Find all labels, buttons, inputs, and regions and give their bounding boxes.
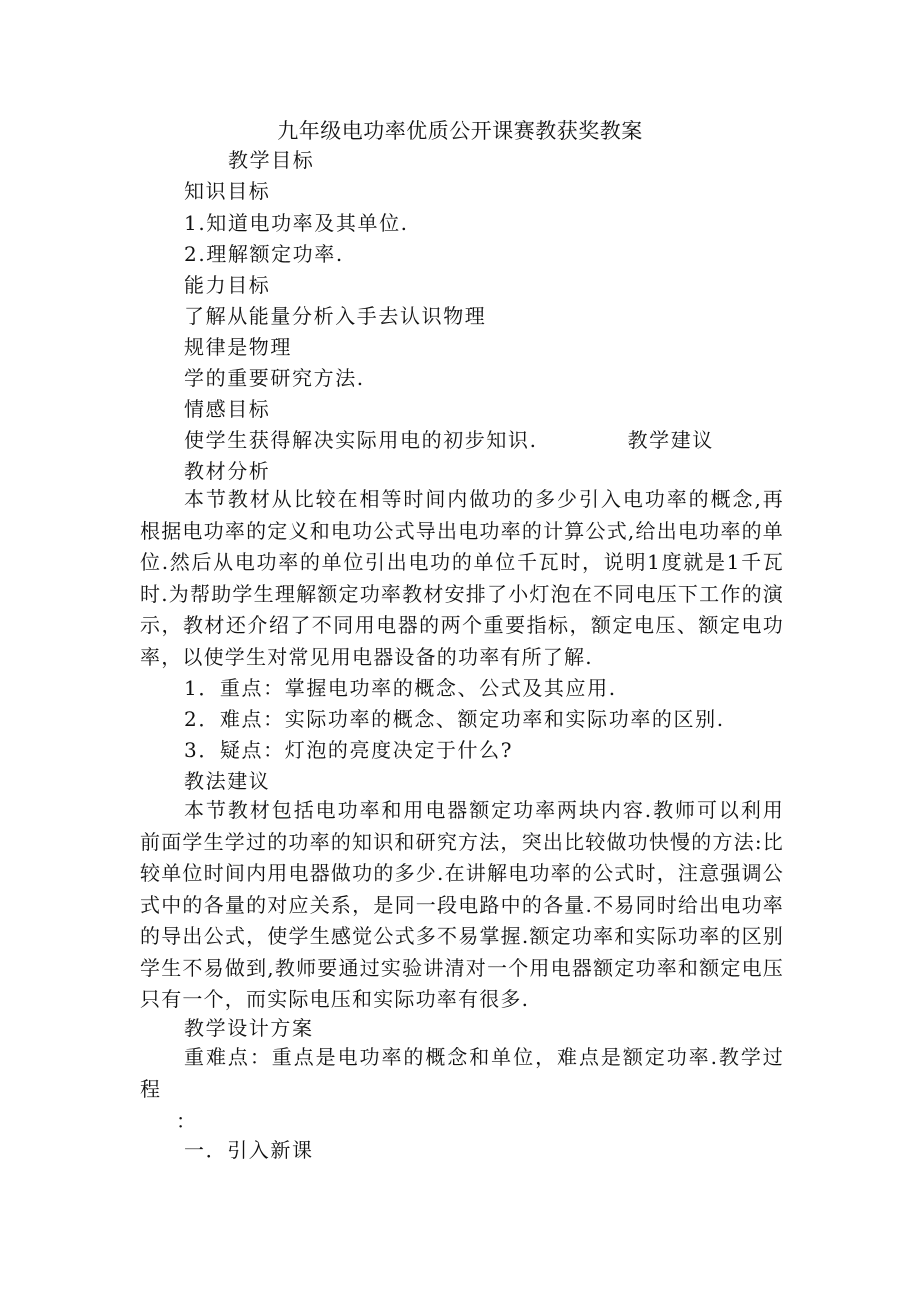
method-heading: 教法建议 xyxy=(184,769,271,793)
emotion-line xyxy=(184,426,714,454)
emotion-text: 使学生获得解决实际用电的初步知识. xyxy=(184,428,538,452)
design-heading: 教学设计方案 xyxy=(184,1016,314,1040)
ability-line-3: 学的重要研究方法. xyxy=(184,366,365,390)
knowledge-item-1: 1.知道电功率及其单位. xyxy=(184,211,409,235)
document-title: 九年级电功率优质公开课赛教获奖教案 xyxy=(277,119,643,143)
section-heading: 一．引入新课 xyxy=(184,1138,314,1162)
difficult-point: 2．难点：实际功率的概念、额定功率和实际功率的区别. xyxy=(184,707,725,731)
ability-heading: 能力目标 xyxy=(184,273,271,297)
method-paragraph: 本节教材包括电功率和用电器额定功率两块内容.教师可以利用前面学生学过的功率的知识和研究方法，突出比较做功快慢的方法:比较单位时间内用电器做功的多少.在讲解电功率的公式时，注意强调公式中的各量的对应关系，是同一段电路中的各量.不易同时给出电功率的导出公式，使学生感觉公式多不易掌握.额定功率和实际功率的区别学生不易做到,教师要通过实验讲清对一个用电器额定功率和额定电压只有一个，而实际电压和实际功率有很多. xyxy=(140,798,784,1011)
key-point: 1．重点：掌握电功率的概念、公式及其应用. xyxy=(184,676,617,700)
knowledge-heading: 知识目标 xyxy=(184,179,271,203)
analysis-paragraph: 本节教材从比较在相等时间内做功的多少引入电功率的概念,再根据电功率的定义和电功公式导出电功率的计算公式,给出电功率的单位.然后从电功率的单位引出电功的单位千瓦时，说明1度就是1千瓦时.为帮助学生理解额定功率教材安排了小灯泡在不同电压下工作的演示，教材还介绍了不同用电器的两个重要指标，额定电压、额定电功率，以使学生对常见用电器设备的功率有所了解. xyxy=(140,487,784,669)
design-paragraph: 重难点：重点是电功率的概念和单位，难点是额定功率.教学过程 xyxy=(140,1045,784,1101)
colon-mark: ： xyxy=(176,1109,198,1133)
ability-line-1: 了解从能量分析入手去认识物理 xyxy=(184,304,487,328)
objectives-heading: 教学目标 xyxy=(228,148,315,172)
knowledge-item-2: 2.理解额定功率. xyxy=(184,242,344,266)
emotion-heading: 情感目标 xyxy=(184,397,271,421)
suggestion-heading: 教学建议 xyxy=(627,428,714,452)
doubt-point: 3．疑点：灯泡的亮度决定于什么? xyxy=(184,738,514,762)
ability-line-2: 规律是物理 xyxy=(184,335,292,359)
analysis-heading: 教材分析 xyxy=(184,459,271,483)
